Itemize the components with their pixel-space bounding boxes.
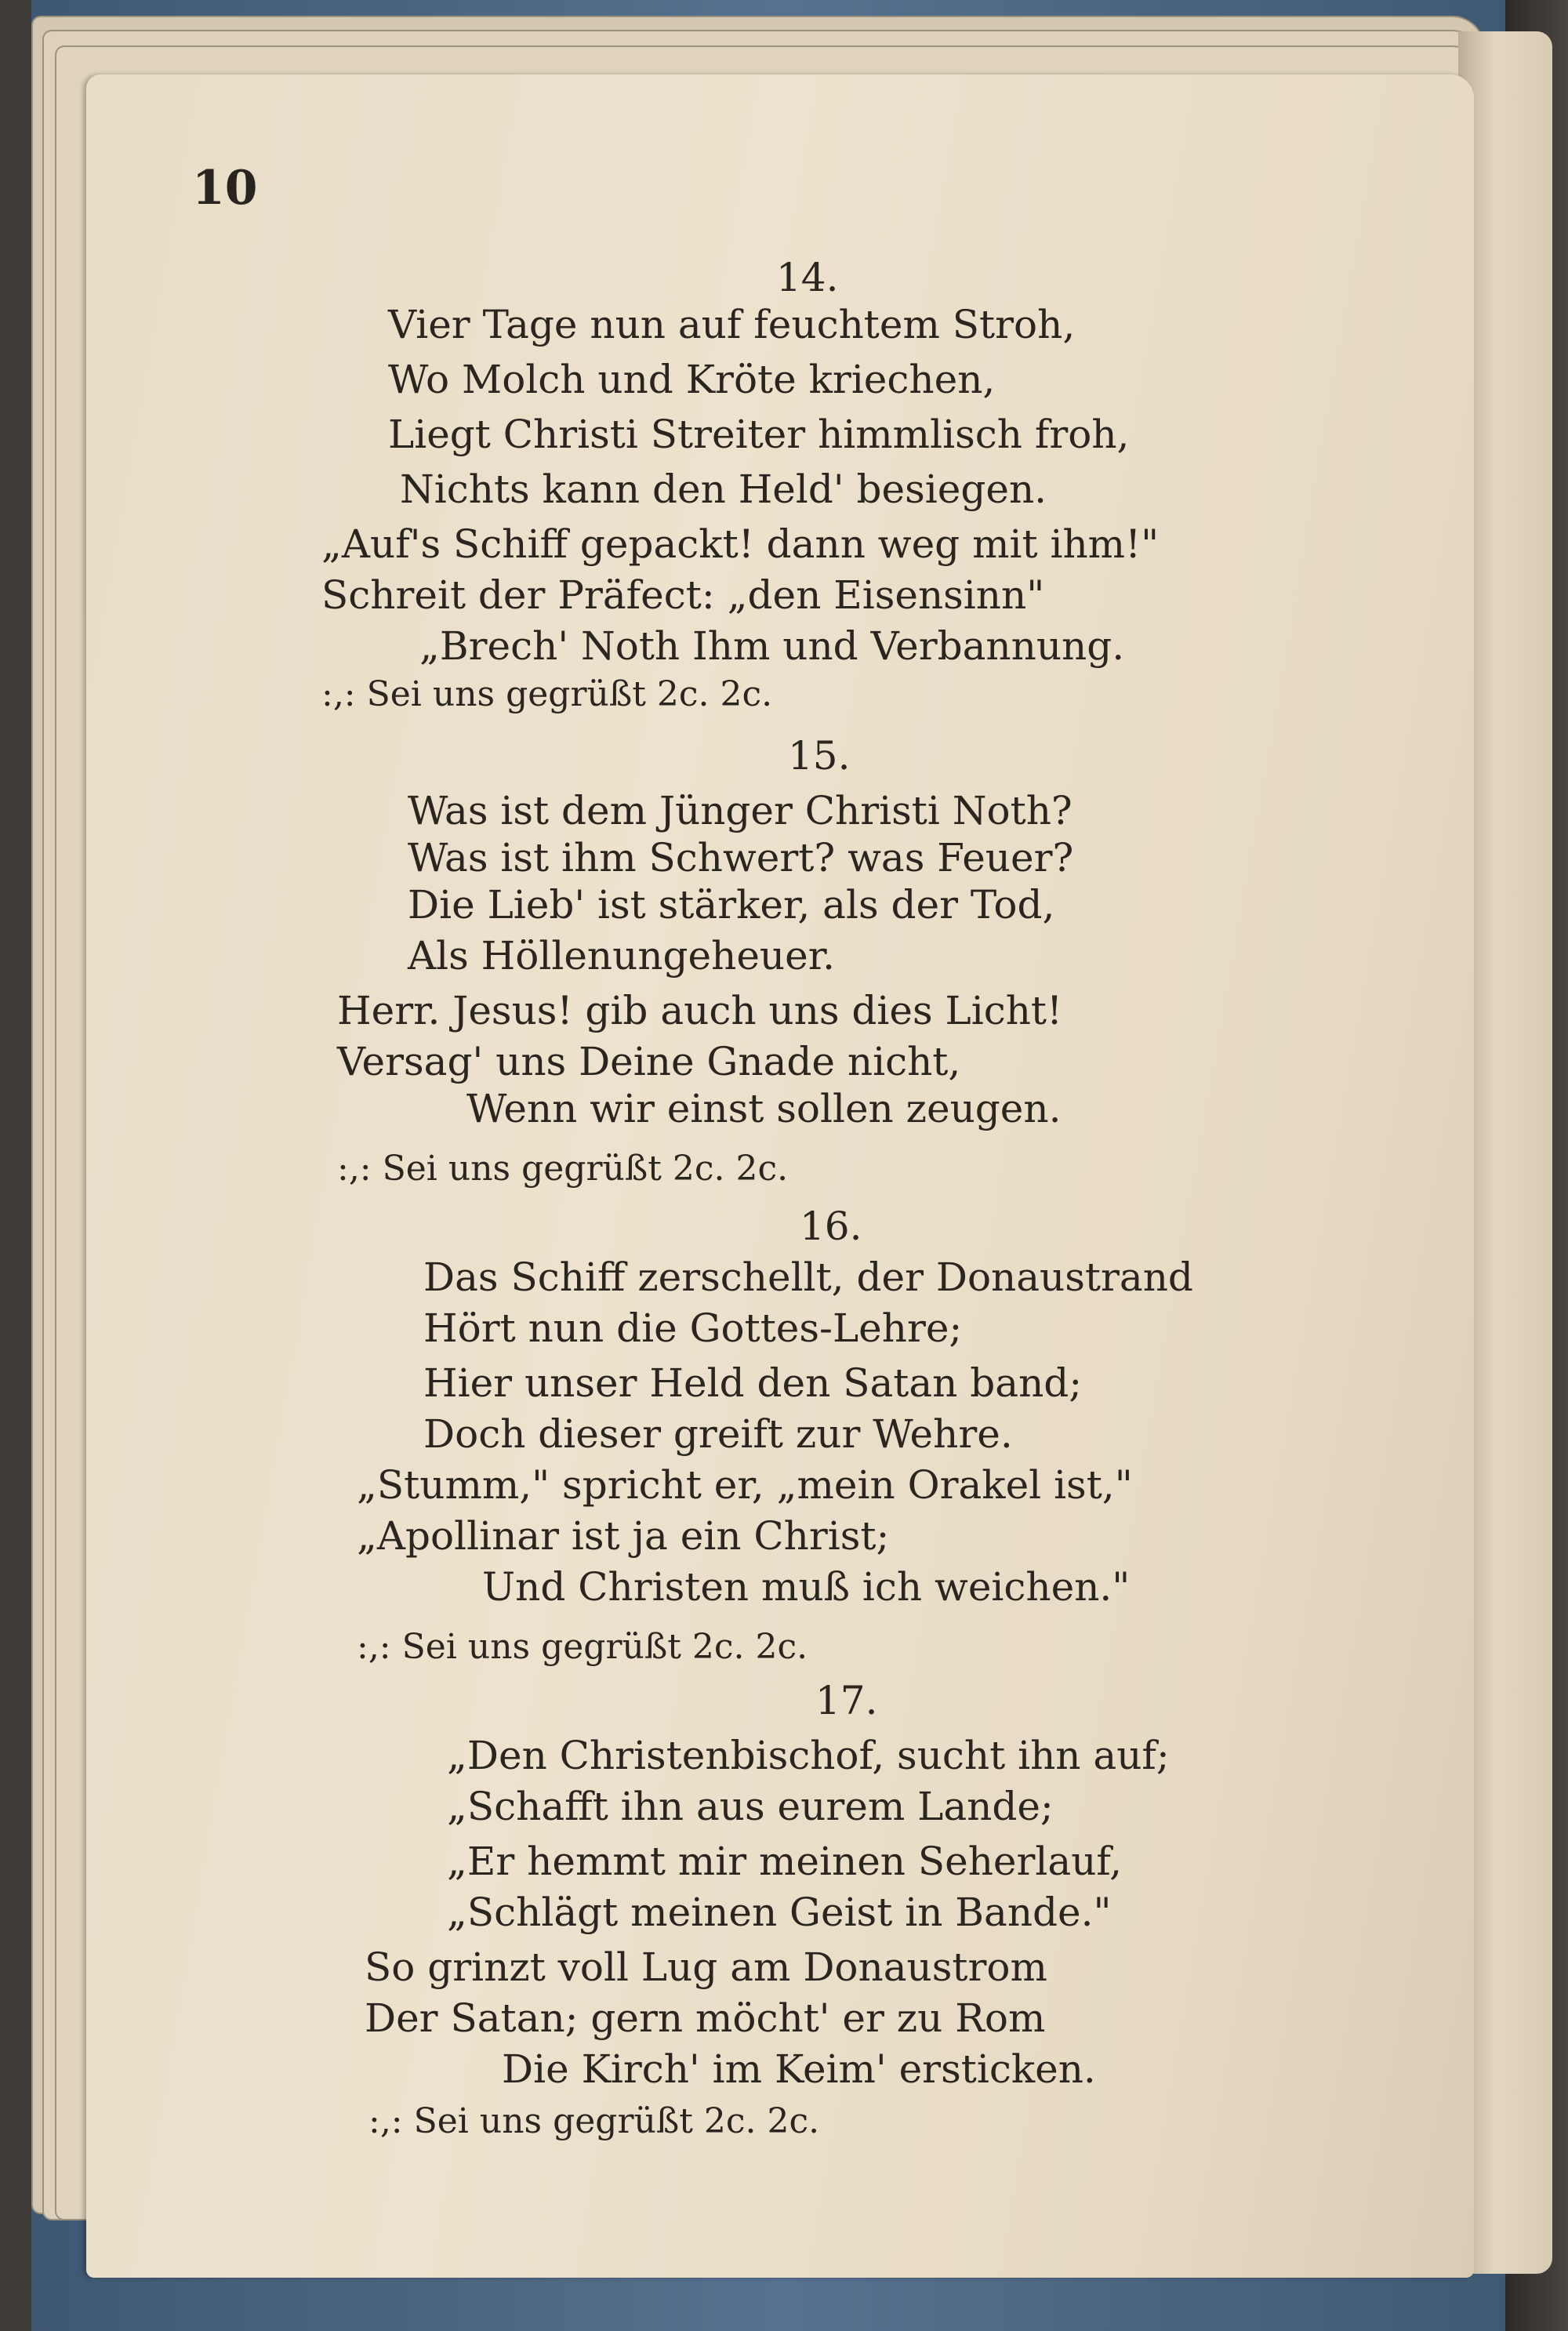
verse-line: Und Christen muß ich weichen." <box>482 1564 1131 1610</box>
verse-line: Was ist dem Jünger Christi Noth? <box>408 788 1073 833</box>
verse-line: Wo Molch und Kröte kriechen, <box>388 357 996 402</box>
verse-line: „Auf's Schiff gepackt! dann weg mit ihm!" <box>321 521 1160 567</box>
verse-line: So grinzt voll Lug am Donaustrom <box>365 1944 1047 1990</box>
page-number: 10 <box>192 161 258 216</box>
verse-line: Versag' uns Deine Gnade nicht, <box>337 1039 961 1084</box>
verse-line: Als Höllenungeheuer. <box>408 933 836 979</box>
verse-line: „Schafft ihn aus eurem Lande; <box>447 1784 1054 1829</box>
stanza-number: 17. <box>815 1678 878 1723</box>
verse-line: Hier unser Held den Satan band; <box>423 1360 1083 1406</box>
verse-line: Die Lieb' ist stärker, als der Tod, <box>408 882 1055 928</box>
refrain-line: :,: Sei uns gegrüßt 2c. 2c. <box>368 2101 820 2141</box>
verse-line: Vier Tage nun auf feuchtem Stroh, <box>388 302 1076 347</box>
verse-line: Doch dieser greift zur Wehre. <box>423 1411 1013 1457</box>
verse-line: Was ist ihm Schwert? was Feuer? <box>408 835 1074 880</box>
stanza-number: 14. <box>776 255 839 300</box>
verse-line: Schreit der Präfect: „den Eisensinn" <box>321 572 1045 618</box>
verse-line: Hört nun die Gottes-Lehre; <box>423 1305 963 1351</box>
stanza-number: 16. <box>800 1204 862 1249</box>
verse-line: „Apollinar ist ja ein Christ; <box>357 1513 890 1559</box>
verse-line: Die Kirch' im Keim' ersticken. <box>502 2046 1096 2092</box>
stanza-number: 15. <box>788 733 851 779</box>
refrain-line: :,: Sei uns gegrüßt 2c. 2c. <box>337 1149 789 1189</box>
refrain-line: :,: Sei uns gegrüßt 2c. 2c. <box>321 674 773 714</box>
verse-line: „Stumm," spricht er, „mein Orakel ist," <box>357 1462 1133 1508</box>
verse-line: Herr. Jesus! gib auch uns dies Licht! <box>337 988 1063 1033</box>
verse-line: Liegt Christi Streiter himmlisch froh, <box>388 412 1130 457</box>
verse-line: Nichts kann den Held' besiegen. <box>400 467 1047 512</box>
refrain-line: :,: Sei uns gegrüßt 2c. 2c. <box>357 1627 808 1667</box>
verse-line: „Er hemmt mir meinen Seherlauf, <box>447 1839 1123 1884</box>
verse-line: „Schlägt meinen Geist in Bande." <box>447 1890 1112 1935</box>
verse-line: „Den Christenbischof, sucht ihn auf; <box>447 1733 1170 1778</box>
verse-line: Der Satan; gern möcht' er zu Rom <box>365 1995 1046 2041</box>
verse-line: „Brech' Noth Ihm und Verbannung. <box>419 623 1125 669</box>
verse-line: Das Schiff zerschellt, der Donaustrand <box>423 1254 1193 1300</box>
verse-line: Wenn wir einst sollen zeugen. <box>466 1086 1062 1131</box>
